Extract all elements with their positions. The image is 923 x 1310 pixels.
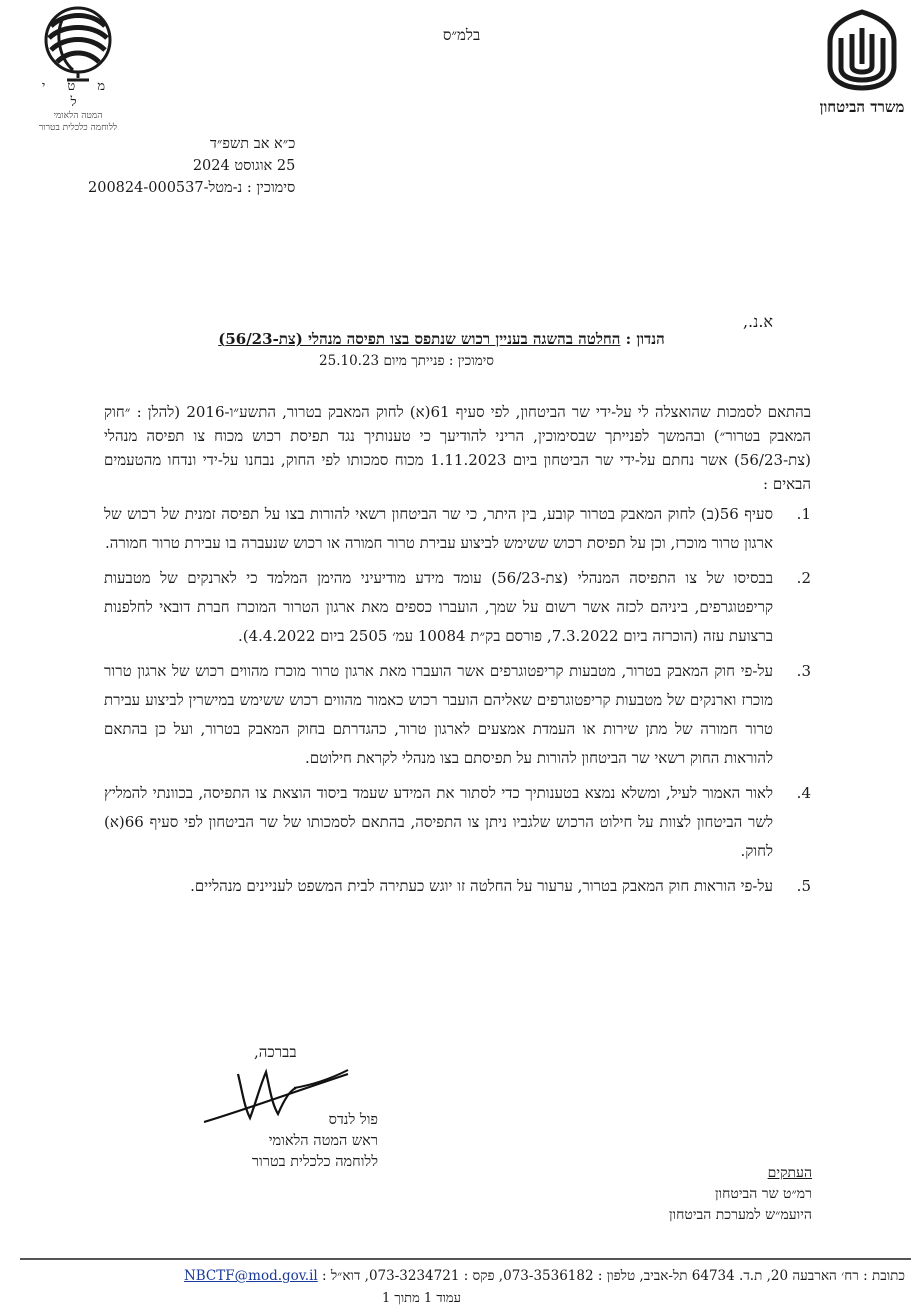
signer-name: פול לנדס	[328, 1112, 378, 1128]
list-item	[104, 779, 811, 866]
reasons-list	[104, 500, 811, 901]
addressee: א.נ.,	[742, 312, 773, 331]
agency-logo	[28, 4, 128, 134]
agency-letters: מ ט י ל	[41, 79, 115, 110]
footer-email-link[interactable]: NBCTF@mod.gov.il	[183, 1268, 318, 1284]
footer-divider	[20, 1258, 911, 1260]
agency-sub-line2: ללוחמה כלכלית בטרור	[38, 123, 118, 133]
intro-paragraph: בהתאם לסמכות שהואצלה לי על-ידי שר הביטחון, לפי סעיף 61(א) לחוק המאבק בטרור, התשע״ו-2016 (להלן : ״חוק המאבק בטרור״) ובהמשך לפנייתך שבסימוכין, הריני להודיעך כי טענותיך נגד תפיסת רכוש מכוח צו תפיסה מנהלי (צת-56/23) אשר נחתם על-ידי שר הביטחון ביום 1.11.2023 מכוח סמכותו לפי החוק, נבחנו על-ידי ונדחו מהטעמים הבאים :	[104, 403, 812, 493]
copy-recipient: רמ״ט שר הביטחון	[714, 1186, 812, 1202]
list-item	[104, 500, 811, 558]
item-text: בבסיסו של צו התפיסה המנהלי (צת-56/23) עומד מידע מודיעיני מהימן המלמד כי לארנקים של מטבעות קריפטוגרפים, ביניהם לכזה אשר רשום על שמך, הועברו כספים מאת ארגון הטרור המוכרז חברת דובאי לחלפנות ברצועת עזה (הוכרזה ביום 7.3.2022, פורסם בק״ת 10084 עמ׳ 2505 ביום 4.4.2022).	[104, 569, 773, 645]
ministry-emblem-icon	[822, 8, 902, 92]
classification-marking: בלמ״ס	[442, 26, 481, 44]
date-block	[88, 133, 295, 199]
ministry-logo	[819, 8, 905, 117]
list-item	[104, 872, 811, 901]
gregorian-date: 25 אוגוסט 2024	[192, 158, 296, 174]
subject-line	[150, 330, 733, 349]
item-number: 1.	[796, 505, 811, 523]
signer-title-line2: ללוחמה כלכלית בטרור	[251, 1154, 378, 1170]
copies-block	[642, 1163, 812, 1226]
reference-number: סימוכין : נ-מטל-200824-000537	[88, 180, 296, 196]
hebrew-date: כ״א אב תשפ״ד	[209, 136, 296, 152]
list-item	[104, 657, 811, 773]
item-number: 3.	[796, 662, 811, 680]
subject-label: הנדון :	[625, 330, 665, 348]
item-number: 4.	[796, 784, 811, 802]
item-text: לאור האמור לעיל, ומשלא נמצא בטענותיך כדי לסתור את המידע שעמד ביסוד הוצאת צו התפיסה, בכוונתי להמליץ לשר הביטחון לצוות על חילוט הרכוש שלגביו ניתן צו התפיסה, בהתאם לסמכותו של שר הביטחון לפי סעיף 66(א) לחוק.	[104, 784, 773, 860]
agency-sub-line1: המטה הלאומי	[53, 111, 103, 121]
copies-title: העתקים	[767, 1165, 812, 1181]
ministry-name: משרד הביטחון	[819, 98, 905, 116]
list-item	[104, 564, 811, 651]
footer-address-text: כתובת : רח׳ הארבעה 20, ת.ד. 64734 תל-אביב, טלפון : 073-3536182, פקס : 073-3234721, דוא״ל :	[322, 1268, 905, 1284]
closing-greeting: בברכה,	[254, 1043, 297, 1061]
item-text: על-פי הוראות חוק המאבק בטרור, ערעור על החלטה זו יוגש כעתירה לבית המשפט לעניינים מנהליים.	[190, 877, 773, 895]
item-number: 2.	[796, 569, 811, 587]
subject-reference: סימוכין : פנייתך מיום 25.10.23	[319, 353, 494, 369]
item-number: 5.	[796, 877, 811, 895]
letter-body	[104, 400, 811, 907]
subject-text: החלטה בהשגה בעניין רכוש שנתפס בצו תפיסה מנהלי (צת-56/23)	[218, 330, 621, 348]
signer-block	[208, 1110, 378, 1173]
page-number: עמוד 1 מתוך 1	[382, 1291, 461, 1306]
item-text: סעיף 56(ב) לחוק המאבק בטרור קובע, בין היתר, כי שר הביטחון רשאי להורות בצו על תפיסה זמנית של רכוש של ארגון טרור מוכרז, וכן על תפיסת רכוש ששימש לביצוע עבירת טרור חמורה או רכוש שנעברה בו עבירת טרור חמורה.	[104, 505, 773, 552]
item-text: על-פי חוק המאבק בטרור, מטבעות קריפטוגרפים אשר הועברו מאת ארגון טרור מוכרז מהווים רכוש של ארגון טרור מוכרז וארנקים של מטבעות קריפטוגרפים שאליהם הועבר רכוש כאמור מהווים רכוש ששימש במישרין לביצוע עבירת טרור חמורה של מתן שירות או העמדת אמצעים לארגון טרור, כהגדרתם בחוק המאבק בטרור, ועל כן בהתאם להוראות החוק רשאי שר הביטחון להורות על תפיסתם בצו מנהלי לקראת חילוטם.	[104, 662, 773, 767]
copy-recipient: היועמ״ש למערכת הביטחון	[668, 1207, 812, 1223]
footer-address	[22, 1268, 905, 1284]
signer-title-line1: ראש המטה הלאומי	[268, 1133, 378, 1149]
